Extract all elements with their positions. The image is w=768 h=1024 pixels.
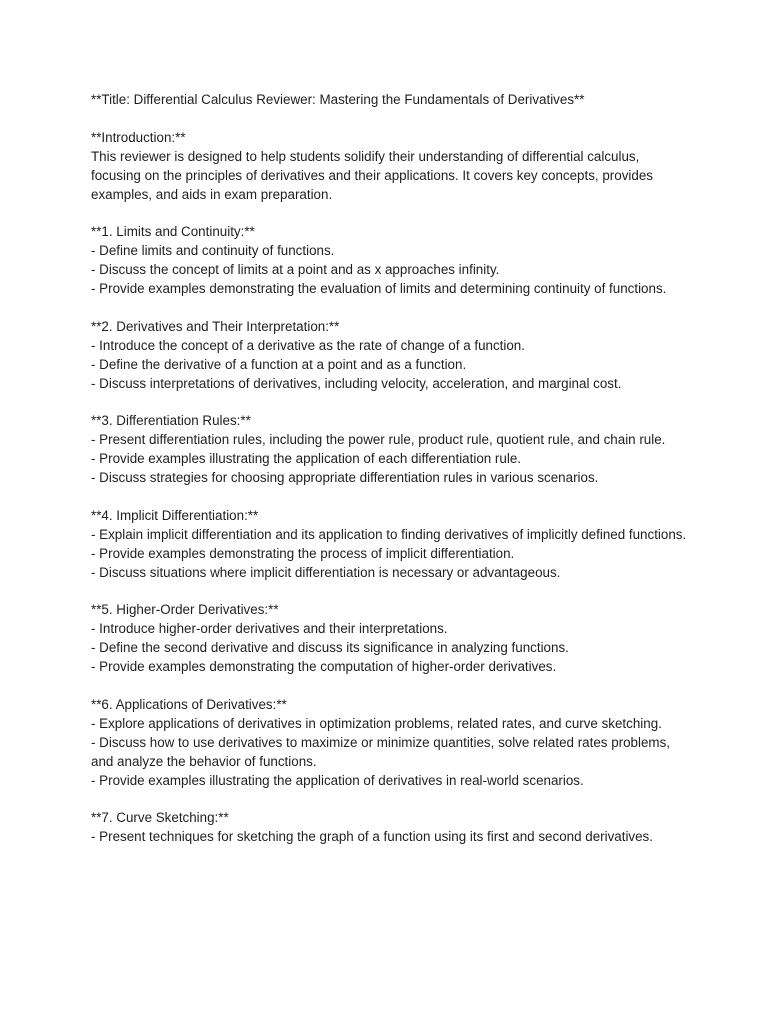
list-item: - Introduce higher-order derivatives and their interpretations. <box>91 621 448 637</box>
document-page <box>91 91 691 866</box>
list-item: - Define the second derivative and discuss its significance in analyzing functions. <box>91 640 569 656</box>
document-title: **Title: Differential Calculus Reviewer: Mastering the Fundamentals of Derivatives** <box>91 92 585 107</box>
list-item: - Define limits and continuity of functions. <box>91 243 335 259</box>
list-item: - Provide examples illustrating the application of derivatives in real-world scenarios. <box>91 772 584 788</box>
section-implicit-differentiation <box>91 507 691 583</box>
list-item: - Explain implicit differentiation and its application to finding derivatives of implicitly defined functions. <box>91 526 687 542</box>
list-item: - Discuss strategies for choosing appropriate differentiation rules in various scenarios. <box>91 470 599 486</box>
section-heading: **5. Higher-Order Derivatives:** <box>91 602 279 618</box>
section-applications <box>91 696 691 791</box>
section-heading: **1. Limits and Continuity:** <box>91 224 255 240</box>
list-item: - Provide examples demonstrating the process of implicit differentiation. <box>91 545 515 561</box>
section-heading: **6. Applications of Derivatives:** <box>91 696 287 712</box>
section-heading: **7. Curve Sketching:** <box>91 810 229 826</box>
list-item: - Provide examples demonstrating the computation of higher-order derivatives. <box>91 659 557 675</box>
section-higher-order <box>91 601 691 677</box>
list-item: - Discuss the concept of limits at a point and as x approaches infinity. <box>91 262 500 278</box>
intro-section <box>91 129 691 205</box>
list-item: - Define the derivative of a function at a point and as a function. <box>91 356 467 372</box>
section-heading: **3. Differentiation Rules:** <box>91 413 251 429</box>
list-item: - Provide examples illustrating the application of each differentiation rule. <box>91 451 521 467</box>
list-item: - Discuss interpretations of derivatives, including velocity, acceleration, and marginal cost. <box>91 375 622 391</box>
list-item: - Discuss situations where implicit differentiation is necessary or advantageous. <box>91 564 561 580</box>
intro-paragraph: This reviewer is designed to help students solidify their understanding of differential calculus, focusing on the principles of derivatives and their applications. It covers key concepts, provides examples, and aids in exam preparation. <box>91 148 653 202</box>
list-item: - Present techniques for sketching the graph of a function using its first and second derivatives. <box>91 829 653 845</box>
list-item: - Discuss how to use derivatives to maximize or minimize quantities, solve related rates problems, and analyze the behavior of functions. <box>91 734 670 769</box>
list-item: - Introduce the concept of a derivative as the rate of change of a function. <box>91 337 525 353</box>
section-derivatives <box>91 318 691 394</box>
list-item: - Provide examples demonstrating the evaluation of limits and determining continuity of functions. <box>91 281 667 297</box>
section-differentiation-rules <box>91 412 691 488</box>
list-item: - Explore applications of derivatives in optimization problems, related rates, and curve sketching. <box>91 715 662 731</box>
section-curve-sketching <box>91 809 691 847</box>
section-heading: **2. Derivatives and Their Interpretation:** <box>91 318 340 334</box>
list-item: - Present differentiation rules, including the power rule, product rule, quotient rule, and chain rule. <box>91 432 666 448</box>
intro-heading: **Introduction:** <box>91 129 186 145</box>
section-heading: **4. Implicit Differentiation:** <box>91 507 259 523</box>
section-limits <box>91 223 691 299</box>
